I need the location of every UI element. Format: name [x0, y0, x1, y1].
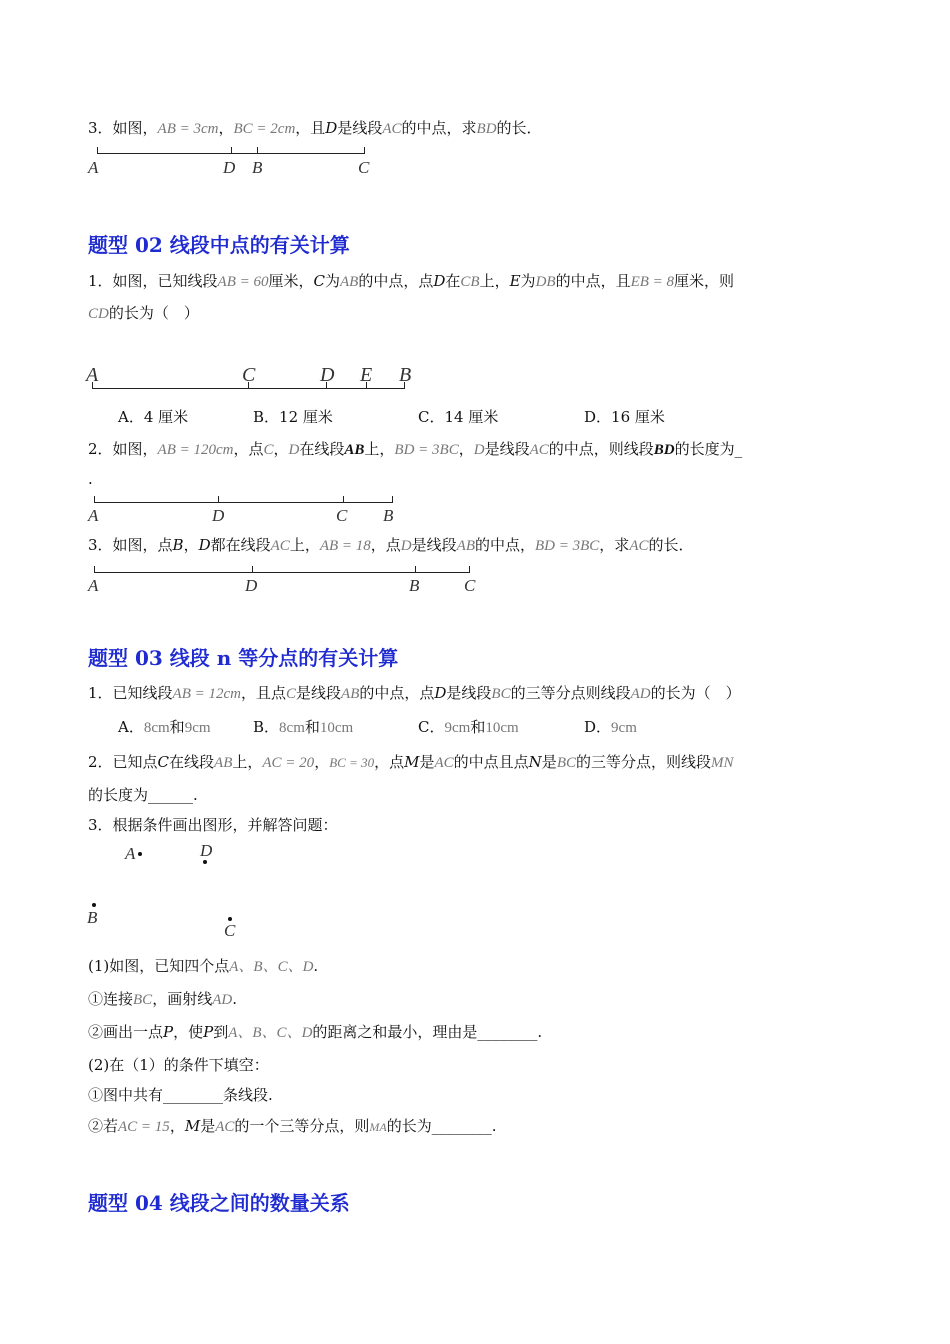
s2-question-2: 2．如图，AB = 120cm，点C，D在线段AB上，BD = 3BC，D是线段AC的中点，则线段BD的长度为_ [88, 440, 743, 458]
section-heading-02: 题型 02 线段中点的有关计算 [88, 233, 350, 257]
s3-q3-part1-step1: ①连接BC，画射线AD. [88, 990, 237, 1008]
s3-q3-part2-step1: ①图中共有________条线段. [88, 1086, 273, 1104]
s3-q3-part2: (2)在（1）的条件下填空： [88, 1056, 269, 1074]
s3-question-1: 1．已知线段AB = 12cm，且点C是线段AB的中点，点D是线段BC的三等分点则线段AD的长为（ ） [88, 684, 741, 702]
s3-q3-part1-step2: ②画出一点P，使P到A、B、C、D的距离之和最小，理由是________. [88, 1023, 543, 1041]
s3-q3-part1: (1)如图，已知四个点A、B、C、D. [88, 957, 319, 975]
s2-question-1: 1．如图，已知线段AB = 60厘米，C为AB的中点，点D在CB上，E为DB的中点，且EB = 8厘米，则 [88, 272, 735, 290]
s2-question-2-line2: . [88, 470, 93, 488]
s3-q3-part2-step2: ②若AC = 15，M是AC的一个三等分点，则MA的长为________. [88, 1117, 497, 1135]
point-label-d: D [223, 158, 236, 177]
point-label-b: B [252, 158, 263, 177]
s2-question-3: 3．如图，点B，D都在线段AC上，AB = 18，点D是线段AB的中点，BD = 3BC，求AC的长． [88, 536, 694, 554]
point-label-c: C [358, 158, 370, 177]
point-label-a: A [88, 158, 99, 177]
option-c: C．14 厘米 [418, 408, 499, 426]
s3-q1-option-a: A．8cm和9cm [118, 718, 211, 736]
s3-question-2: 2．已知点C在线段AB上，AC = 20，BC = 30，点M是AC的中点且点N是BC的三等分点，则线段MN [88, 753, 734, 771]
s3-question-2-line2: 的长度为______. [88, 786, 198, 804]
s2-question-1-line2: CD的长为（ ） [88, 304, 199, 322]
section-heading-03: 题型 03 线段 n 等分点的有关计算 [88, 646, 399, 670]
s3-q1-option-b: B．8cm和10cm [253, 718, 354, 736]
option-a: A．4 厘米 [118, 408, 189, 426]
option-b: B．12 厘米 [253, 408, 333, 426]
section-heading-04: 题型 04 线段之间的数量关系 [88, 1191, 350, 1215]
s3-q1-option-c: C．9cm和10cm [418, 718, 519, 736]
s3-question-3: 3．根据条件画出图形，并解答问题： [88, 816, 338, 834]
question-top-3: 3．如图，AB = 3cm，BC = 2cm，且D是线段AC的中点，求BD的长． [88, 119, 542, 137]
option-d: D．16 厘米 [584, 408, 665, 426]
s3-q1-option-d: D．9cm [584, 718, 637, 736]
